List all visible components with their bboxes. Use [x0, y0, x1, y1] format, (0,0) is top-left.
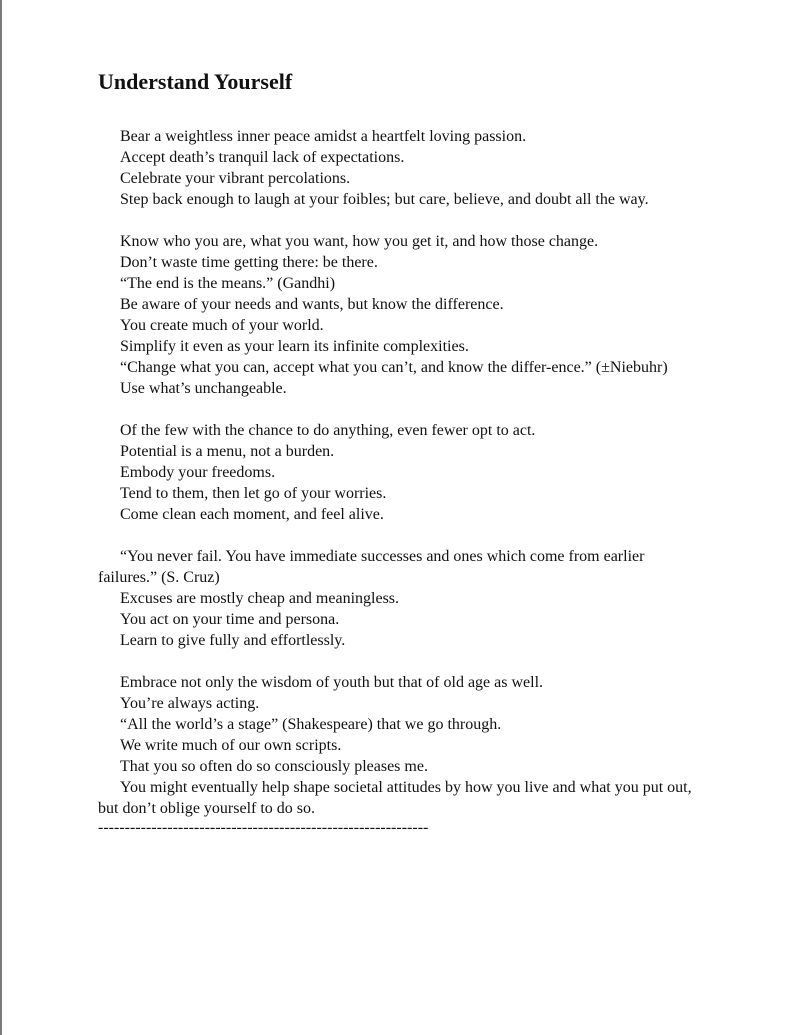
- poem-line: Accept death’s tranquil lack of expectations.: [120, 149, 405, 166]
- poem-line: Bear a weightless inner peace amidst a heartfelt loving passion.: [120, 128, 527, 145]
- poem-line: You might eventually help shape societal attitudes by how you live and what you put out, but don’t oblige yourself to do so.: [98, 779, 692, 817]
- poem-line: Learn to give fully and effortlessly.: [120, 632, 346, 649]
- poem-line: You act on your time and persona.: [120, 611, 340, 628]
- page-left-border: [0, 0, 2, 1035]
- poem-line: Know who you are, what you want, how you get it, and how those change.: [120, 233, 599, 250]
- poem-line: Come clean each moment, and feel alive.: [120, 506, 384, 523]
- poem-line: Use what’s unchangeable.: [120, 380, 287, 397]
- poem-line: “The end is the means.” (Gandhi): [120, 275, 336, 292]
- page-title: Understand Yourself: [98, 69, 293, 94]
- stanza-2: [98, 231, 698, 399]
- poem-line: “You never fail. You have immediate successes and ones which come from earlier failures.” (S. Cruz): [98, 548, 645, 586]
- document-body: [98, 66, 698, 835]
- poem-line: Don’t waste time getting there: be there.: [120, 254, 378, 271]
- poem-line: You’re always acting.: [120, 695, 260, 712]
- stanza-4: [98, 546, 698, 651]
- poem-line: We write much of our own scripts.: [120, 737, 342, 754]
- poem-line: “All the world’s a stage” (Shakespeare) that we go through.: [120, 716, 502, 733]
- stanza-3: [98, 420, 698, 525]
- poem-line: Tend to them, then let go of your worries.: [120, 485, 387, 502]
- poem-line: Excuses are mostly cheap and meaningless.: [120, 590, 400, 607]
- dashed-divider: --------------------------------------------------------------: [98, 821, 429, 835]
- stanza-5: [98, 672, 698, 819]
- poem-line: Potential is a menu, not a burden.: [120, 443, 335, 460]
- poem-line: “Change what you can, accept what you can’t, and know the differ-ence.” (±Niebuhr): [120, 359, 668, 376]
- stanza-1: [98, 126, 698, 210]
- poem-line: Celebrate your vibrant percolations.: [120, 170, 351, 187]
- poem-line: You create much of your world.: [120, 317, 324, 334]
- poem-line: Embrace not only the wisdom of youth but that of old age as well.: [120, 674, 544, 691]
- poem-line: Simplify it even as your learn its infinite complexities.: [120, 338, 469, 355]
- poem-line: That you so often do so consciously pleases me.: [120, 758, 428, 775]
- poem-line: Step back enough to laugh at your foibles; but care, believe, and doubt all the way.: [120, 191, 649, 208]
- poem-line: Be aware of your needs and wants, but know the difference.: [120, 296, 504, 313]
- poem-line: Of the few with the chance to do anything, even fewer opt to act.: [120, 422, 536, 439]
- poem-line: Embody your freedoms.: [120, 464, 276, 481]
